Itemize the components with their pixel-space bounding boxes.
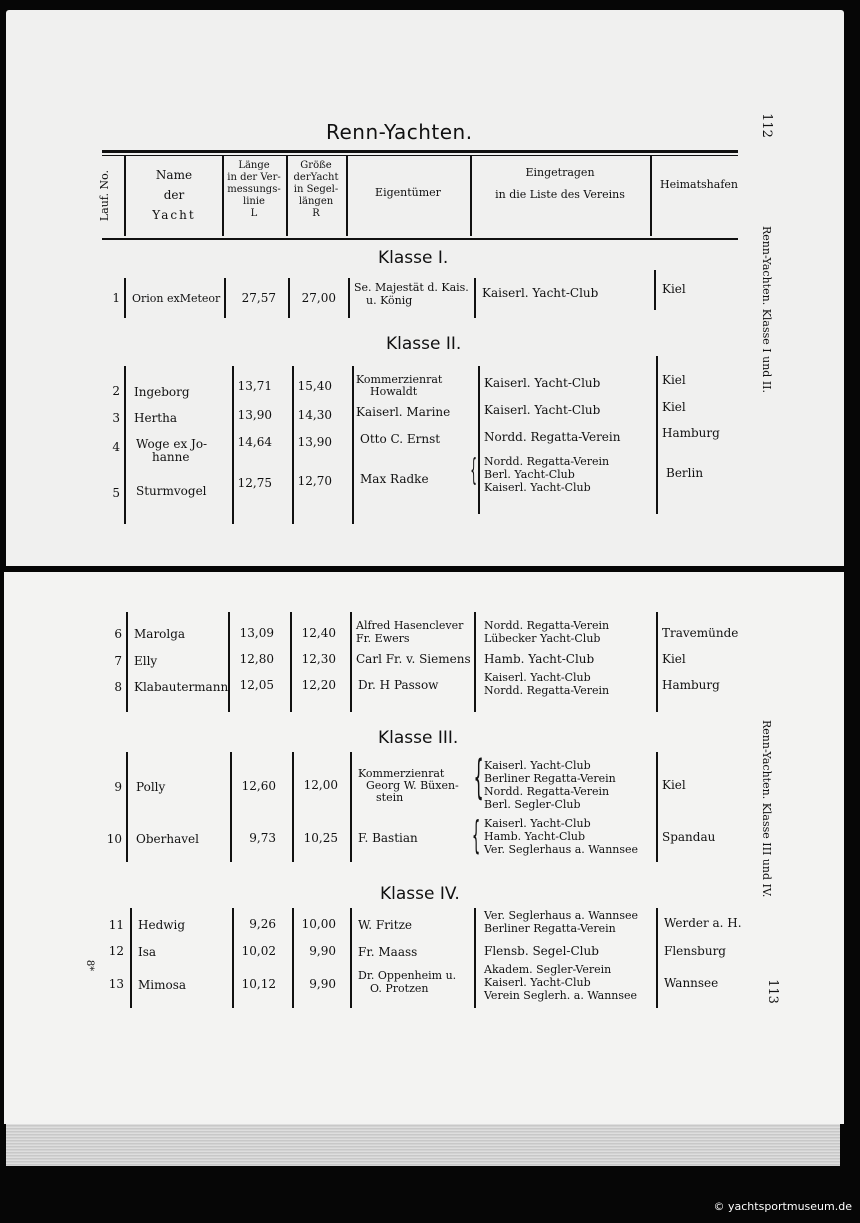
page-113: Renn-Yachten. Klasse III und IV. 113 8* 6 Marolga 13,09 12,40 Alfred Hasenclever Fr. Ewers Nordd. Regatta-Verein Lübecker Yacht-Club Travemünde 7 Elly 12,80 12,30 Carl Fr. v. Siemens Hamb. Yacht-Club Kiel 8 Klabautermann 12,05 12,20 Dr. H Passow Kaiserl. Yacht-Club Nordd. Regatta-Verein Hamburg Klasse III. 9 Polly 12,60 12,00 Kommerzienrat Georg W. Büxen- stein { Kaiserl. Yacht-Club Berliner Regatta-Verein Nordd. Regatta-Verein Berl. Segler-Club Kiel 10 Oberhavel 9,73 10,25 F. Bastian { Kaiserl. Yacht-Club Hamb. Yacht-Club Ver. Seglerhaus a. Wannsee Spandau Klasse IV. 11 Hedwig 9,26 10,00 W. Fritze Ver. Seglerhaus a. Wannsee Berliner Regatta-Verein Werder a. H. 12 Isa 10,02 9,90 Fr. Maass Flensb. Segel-Club Flensburg 13 Mimosa 10,12 9,90 Dr. Oppenheim u. O. Protzen Akadem. Segler-Verein Kaiserl. Yacht-Club Verein Seglerh. a. Wannsee Wannsee [4,572,844,1124]
page-number-bottom: 113 [764,979,780,1004]
page-title: Renn-Yachten. [326,120,473,144]
klasse-1-heading: Klasse I. [378,248,449,268]
header-heimatshafen: Heimatshafen [660,178,738,191]
klasse-2-heading: Klasse II. [386,334,462,354]
header-eigentuemer: Eigentümer [375,186,441,199]
title-rule [102,150,738,153]
header-rule [102,238,738,240]
watermark: © yachtsportmuseum.de [713,1200,852,1213]
header-groesse: Größe derYacht in Segel- längen R [293,160,339,219]
side-heading-bottom: Renn-Yachten. Klasse III und IV. [760,720,773,898]
brace: { [473,750,484,804]
brace: { [470,453,477,488]
signature-mark: 8* [84,959,96,972]
klasse-3-heading: Klasse III. [378,728,459,748]
side-heading-top: Renn-Yachten. Klasse I und II. [760,226,773,394]
header-lauf-no: Lauf. No. [98,170,111,222]
header-laenge: Länge in der Ver- messungs- linie L [227,160,281,219]
header-name: Name der Yacht [152,168,196,222]
title-rule-thin [102,155,738,156]
page-112: Renn-Yachten. 112 Renn-Yachten. Klasse I und II. Lauf. No. Name der Yacht Länge in der Ver- messungs- linie L Größe derYacht in Segel- längen R Eigentümer Eingetragen in die Liste des Vereins Heimatshafen Klasse I. 1 Orion exMeteor 27,57 27,00 Se. Majestät d. Kais. u. König Kaiserl. Yacht-Club Kiel Klasse II. 2 Ingeborg 13,71 15,40 Kommerzienrat Howaldt Kaiserl. Yacht-Club Kiel 3 Hertha 13,90 14,30 Kaiserl. Marine Kaiserl. Yacht-Club Kiel 4 Woge ex Jo- hanne 14,64 13,90 Otto C. Ernst Nordd. Regatta-Verein Hamburg 5 Sturmvogel 12,75 12,70 Max Radke { Nordd. Regatta-Verein Berl. Yacht-Club Kaiserl. Yacht-Club Berlin [6,10,844,566]
page-number-top: 112 [758,113,774,138]
header-eingetragen: Eingetragen in die Liste des Vereins [495,166,625,201]
klasse-4-heading: Klasse IV. [380,884,460,904]
brace: { [471,813,481,857]
book-page-edges [6,1124,840,1166]
